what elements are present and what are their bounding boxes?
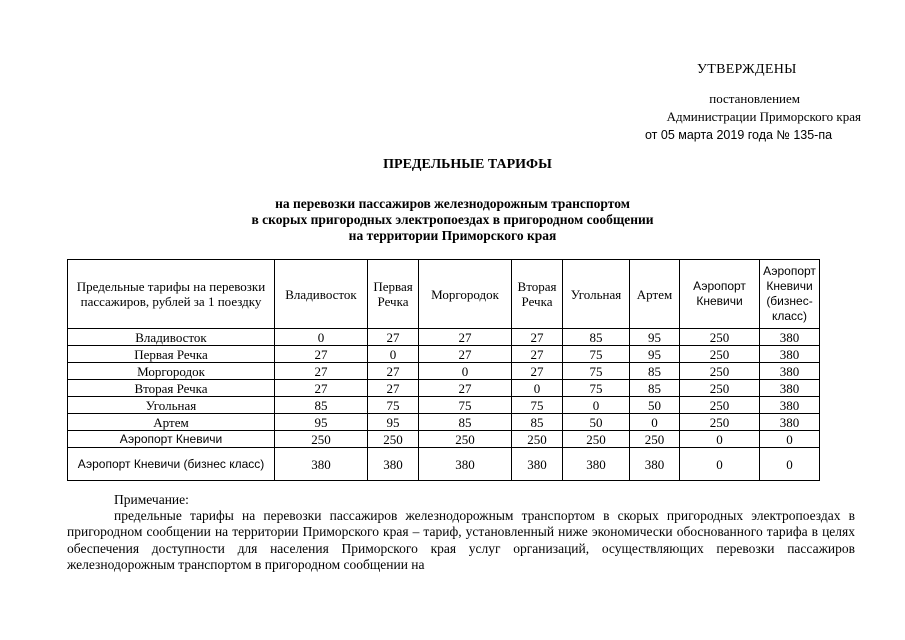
column-header: Владивосток (275, 260, 368, 329)
tariff-cell: 250 (368, 431, 419, 448)
table-row (68, 380, 820, 397)
tariff-cell: 380 (760, 346, 820, 363)
tariff-cell: 27 (368, 329, 419, 346)
tariff-cell: 85 (630, 380, 680, 397)
tariff-cell: 380 (630, 448, 680, 481)
note-heading: Примечание: (114, 492, 189, 507)
row-station-label: Аэропорт Кневичи (68, 431, 275, 448)
tariff-cell: 380 (275, 448, 368, 481)
document-title: ПРЕДЕЛЬНЫЕ ТАРИФЫ (383, 157, 552, 172)
column-header: Артем (630, 260, 680, 329)
table-row (68, 397, 820, 414)
tariff-cell: 85 (630, 363, 680, 380)
tariff-cell: 27 (512, 329, 563, 346)
column-header: Аэропорт Кневичи (680, 260, 760, 329)
tariff-cell: 380 (760, 380, 820, 397)
column-header: Угольная (563, 260, 630, 329)
tariff-cell: 50 (630, 397, 680, 414)
tariff-cell: 75 (563, 380, 630, 397)
column-header: Вторая Речка (512, 260, 563, 329)
tariff-cell: 250 (680, 380, 760, 397)
note-text: предельные тарифы на перевозки пассажиров железнодорожным транспортом в скорых пригородных электропоездах в пригородном сообщении на территории Приморского края – тариф, установленный ниже экономически обоснованного тарифа в целях обеспечения доступности для населения Приморского края услуг организаций, осуществляющих перевозки пассажиров железнодорожным транспортом в пригородном сообщении на (67, 508, 855, 572)
tariff-cell: 380 (760, 363, 820, 380)
tariff-cell: 0 (680, 448, 760, 481)
tariff-cell: 95 (630, 346, 680, 363)
table-row (68, 346, 820, 363)
tariff-cell: 27 (368, 380, 419, 397)
tariff-cell: 380 (419, 448, 512, 481)
tariff-cell: 75 (419, 397, 512, 414)
tariff-cell: 380 (760, 397, 820, 414)
tariff-cell: 75 (368, 397, 419, 414)
column-header: Аэропорт Кневичи (бизнес-класс) (760, 260, 820, 329)
tariff-cell: 250 (512, 431, 563, 448)
tariff-cell: 27 (512, 346, 563, 363)
tariff-cell: 27 (368, 363, 419, 380)
table-row (68, 363, 820, 380)
tariff-cell: 27 (419, 346, 512, 363)
row-station-label: Артем (68, 414, 275, 431)
table-row (68, 329, 820, 346)
tariff-cell: 380 (760, 414, 820, 431)
tariff-cell: 75 (512, 397, 563, 414)
tariff-cell: 250 (563, 431, 630, 448)
tariff-cell: 0 (630, 414, 680, 431)
tariff-cell: 75 (563, 346, 630, 363)
document-subtitle (0, 196, 905, 244)
table-header-row (68, 260, 820, 329)
tariff-cell: 0 (760, 431, 820, 448)
tariff-cell: 0 (563, 397, 630, 414)
tariff-cell: 250 (275, 431, 368, 448)
tariff-cell: 50 (563, 414, 630, 431)
tariff-cell: 27 (275, 346, 368, 363)
tariff-cell: 85 (512, 414, 563, 431)
tariff-table (67, 259, 820, 481)
tariff-cell: 95 (368, 414, 419, 431)
row-station-label: Моргородок (68, 363, 275, 380)
approved-by-line2: Администрации Приморского края (666, 109, 861, 124)
row-station-label: Угольная (68, 397, 275, 414)
tariff-cell: 85 (563, 329, 630, 346)
tariff-cell: 250 (680, 346, 760, 363)
tariff-cell: 250 (680, 363, 760, 380)
tariff-cell: 0 (419, 363, 512, 380)
tariff-cell: 27 (419, 329, 512, 346)
corner-header: Предельные тарифы на перевозки пассажиров, рублей за 1 поездку (68, 260, 275, 329)
tariff-cell: 0 (512, 380, 563, 397)
tariff-cell: 250 (680, 397, 760, 414)
tariff-cell: 27 (419, 380, 512, 397)
table-body (68, 329, 820, 481)
row-station-label: Аэропорт Кневичи (бизнес класс) (68, 448, 275, 481)
tariff-cell: 0 (275, 329, 368, 346)
approved-label: УТВЕРЖДЕНЫ (697, 62, 797, 77)
table-row (68, 431, 820, 448)
tariff-cell: 250 (680, 329, 760, 346)
row-station-label: Первая Речка (68, 346, 275, 363)
tariff-cell: 27 (512, 363, 563, 380)
tariff-cell: 250 (419, 431, 512, 448)
row-station-label: Владивосток (68, 329, 275, 346)
tariff-cell: 250 (680, 414, 760, 431)
tariff-cell: 95 (630, 329, 680, 346)
column-header: Первая Речка (368, 260, 419, 329)
subtitle-line: на территории Приморского края (348, 228, 557, 243)
tariff-cell: 0 (680, 431, 760, 448)
tariff-cell: 85 (419, 414, 512, 431)
tariff-cell: 75 (563, 363, 630, 380)
subtitle-line: на перевозки пассажиров железнодорожным транспортом (275, 196, 630, 211)
tariff-cell: 95 (275, 414, 368, 431)
subtitle-line: в скорых пригородных электропоездах в пригородном сообщении (251, 212, 654, 227)
tariff-cell: 380 (760, 329, 820, 346)
tariff-cell: 0 (760, 448, 820, 481)
tariff-cell: 380 (512, 448, 563, 481)
row-station-label: Вторая Речка (68, 380, 275, 397)
table-row (68, 414, 820, 431)
tariff-cell: 380 (368, 448, 419, 481)
decree-reference: от 05 марта 2019 года № 135-па (645, 128, 833, 142)
tariff-cell: 380 (563, 448, 630, 481)
tariff-cell: 250 (630, 431, 680, 448)
tariff-cell: 27 (275, 380, 368, 397)
tariff-cell: 27 (275, 363, 368, 380)
approved-by (667, 90, 861, 126)
tariff-cell: 0 (368, 346, 419, 363)
table-row (68, 448, 820, 481)
tariff-cell: 85 (275, 397, 368, 414)
column-header: Моргородок (419, 260, 512, 329)
approved-by-line1: постановлением (709, 91, 800, 106)
